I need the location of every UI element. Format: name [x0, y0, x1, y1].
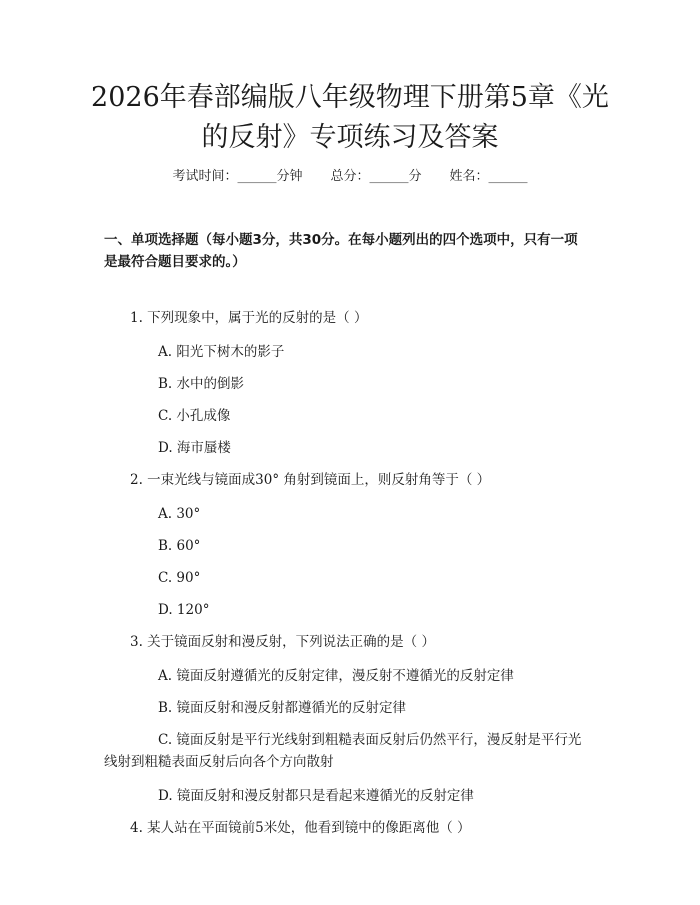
- question-4-stem: 4. 某人站在平面镜前5米处，他看到镜中的像距离他（ ）: [130, 820, 471, 836]
- page-title: [60, 78, 640, 158]
- question-1-stem: 1. 下列现象中，属于光的反射的是（ ）: [130, 310, 368, 326]
- question-2-option-d: D. 120°: [158, 602, 210, 618]
- section-heading-line-1: 一、单项选择题（每小题3分，共30分。在每小题列出的四个选项中，只有一项: [104, 232, 578, 248]
- section-heading: [104, 229, 604, 273]
- question-1-option-b: B. 水中的倒影: [158, 376, 245, 392]
- exam-meta: [0, 167, 700, 187]
- question-2-option-c: C. 90°: [158, 570, 201, 586]
- question-3-option-d: D. 镜面反射和漫反射都只是看起来遵循光的反射定律: [158, 788, 474, 804]
- question-1-option-a: A. 阳光下树木的影子: [158, 344, 285, 360]
- exam-time: 考试时间：______分钟: [172, 169, 303, 184]
- question-3-option-a: A. 镜面反射遵循光的反射定律，漫反射不遵循光的反射定律: [158, 668, 514, 684]
- question-3-option-c-line-2: 线射到粗糙表面反射后向各个方向散射: [104, 754, 334, 770]
- title-line-2: 的反射》专项练习及答案: [201, 122, 499, 153]
- question-2-option-a: A. 30°: [158, 506, 201, 522]
- section-heading-line-2: 是最符合题目要求的。）: [104, 254, 246, 270]
- question-2-option-b: B. 60°: [158, 538, 201, 554]
- question-1-option-d: D. 海市蜃楼: [158, 440, 231, 456]
- question-3-option-b: B. 镜面反射和漫反射都遵循光的反射定律: [158, 700, 407, 716]
- question-1-option-c: C. 小孔成像: [158, 408, 231, 424]
- question-3-option-c-line-1: C. 镜面反射是平行光线射到粗糙表面反射后仍然平行，漫反射是平行光: [158, 732, 582, 748]
- exam-name: 姓名：______: [449, 169, 528, 184]
- question-2-stem: 2. 一束光线与镜面成30° 角射到镜面上，则反射角等于（ ）: [130, 472, 491, 488]
- exam-score: 总分：______分: [330, 169, 422, 184]
- question-3-stem: 3. 关于镜面反射和漫反射，下列说法正确的是（ ）: [130, 634, 435, 650]
- title-line-1: 2026年春部编版八年级物理下册第5章《光: [91, 82, 609, 113]
